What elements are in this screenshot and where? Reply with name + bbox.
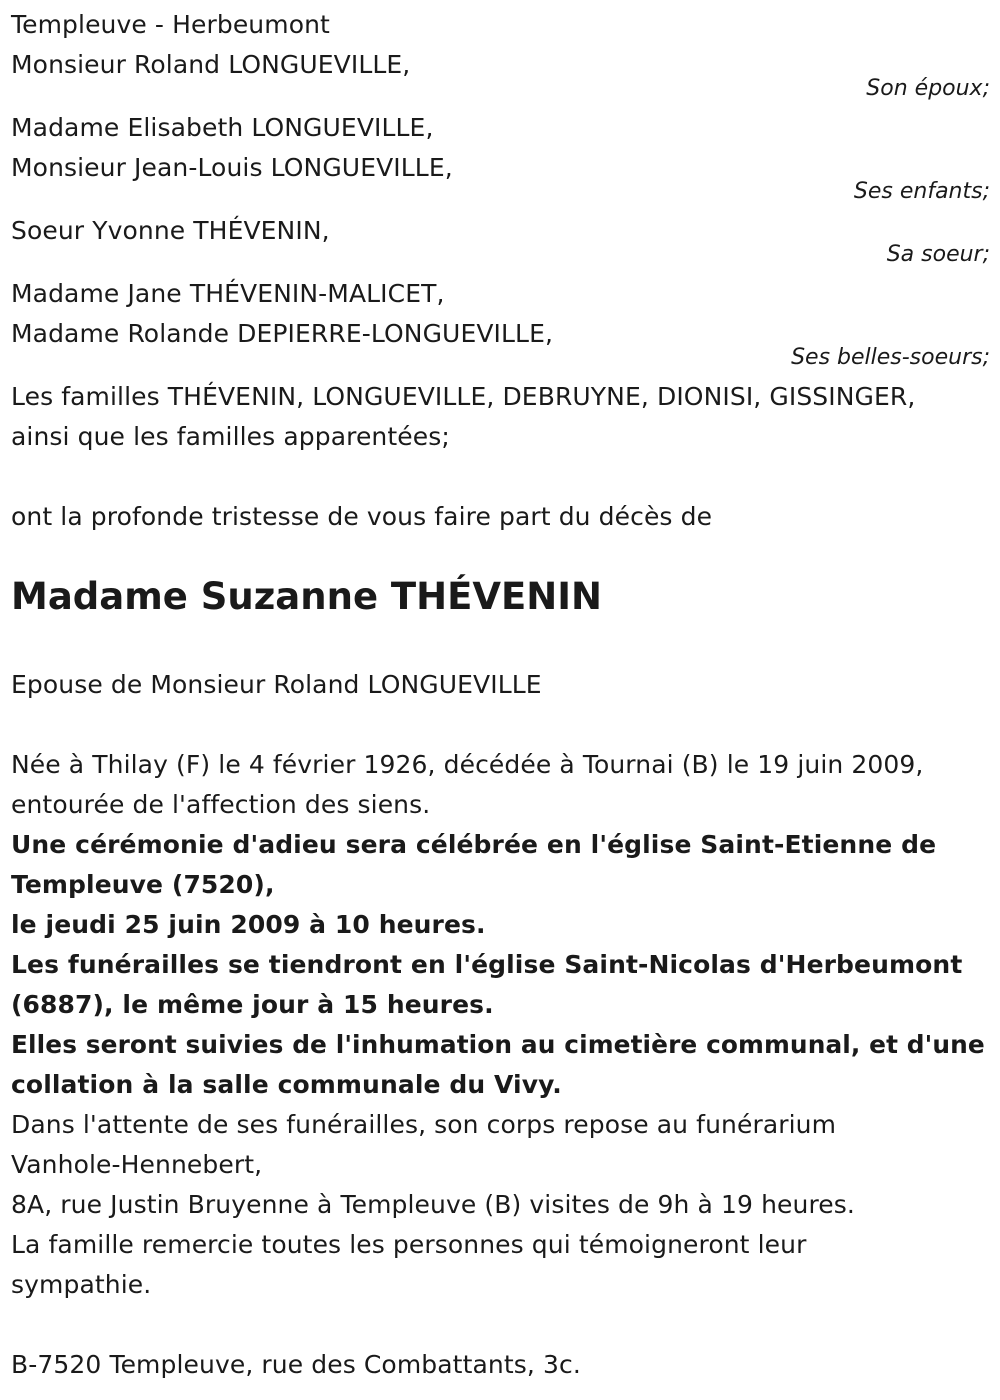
detail-line-bold: collation à la salle communale du Vivy. bbox=[11, 1070, 562, 1099]
announcement-text: ont la profonde tristesse de vous faire part du décès de bbox=[11, 502, 713, 531]
sisters-in-law-relation: Ses belles-soeurs; bbox=[791, 345, 990, 370]
detail-line-bold: Elles seront suivies de l'inhumation au cimetière communal, et d'une bbox=[11, 1030, 985, 1059]
detail-line: entourée de l'affection des siens. bbox=[11, 790, 431, 819]
deceased-name: Madame Suzanne THÉVENIN bbox=[11, 575, 603, 618]
child-name: Madame Elisabeth LONGUEVILLE, bbox=[11, 113, 434, 142]
child-name: Monsieur Jean-Louis LONGUEVILLE, bbox=[11, 153, 453, 182]
detail-line: La famille remercie toutes les personnes qui témoigneront leur bbox=[11, 1230, 807, 1259]
spouse-of-line: Epouse de Monsieur Roland LONGUEVILLE bbox=[11, 670, 542, 699]
detail-line: Dans l'attente de ses funérailles, son corps repose au funérarium bbox=[11, 1110, 837, 1139]
families-line: ainsi que les familles apparentées; bbox=[11, 422, 450, 451]
spouse-relation: Son époux; bbox=[866, 76, 990, 101]
sister-relation: Sa soeur; bbox=[886, 242, 990, 267]
detail-line: Vanhole-Hennebert, bbox=[11, 1150, 263, 1179]
address-line: B-7520 Templeuve, rue des Combattants, 3c. bbox=[11, 1350, 581, 1379]
detail-line-bold: Templeuve (7520), bbox=[11, 870, 275, 899]
detail-line: 8A, rue Justin Bruyenne à Templeuve (B) visites de 9h à 19 heures. bbox=[11, 1190, 855, 1219]
detail-line-bold: Les funérailles se tiendront en l'église Saint-Nicolas d'Herbeumont bbox=[11, 950, 963, 979]
location-heading: Templeuve - Herbeumont bbox=[11, 10, 330, 39]
spouse-name: Monsieur Roland LONGUEVILLE, bbox=[11, 50, 411, 79]
children-relation: Ses enfants; bbox=[853, 179, 990, 204]
sister-name: Soeur Yvonne THÉVENIN, bbox=[11, 216, 330, 245]
detail-line-bold: (6887), le même jour à 15 heures. bbox=[11, 990, 494, 1019]
detail-line-bold: le jeudi 25 juin 2009 à 10 heures. bbox=[11, 910, 486, 939]
detail-line-bold: Une cérémonie d'adieu sera célébrée en l'église Saint-Etienne de bbox=[11, 830, 937, 859]
families-line: Les familles THÉVENIN, LONGUEVILLE, DEBRUYNE, DIONISI, GISSINGER, bbox=[11, 382, 916, 411]
sister-in-law-name: Madame Jane THÉVENIN-MALICET, bbox=[11, 279, 445, 308]
detail-line: sympathie. bbox=[11, 1270, 152, 1299]
detail-line: Née à Thilay (F) le 4 février 1926, décédée à Tournai (B) le 19 juin 2009, bbox=[11, 750, 924, 779]
sister-in-law-name: Madame Rolande DEPIERRE-LONGUEVILLE, bbox=[11, 319, 554, 348]
